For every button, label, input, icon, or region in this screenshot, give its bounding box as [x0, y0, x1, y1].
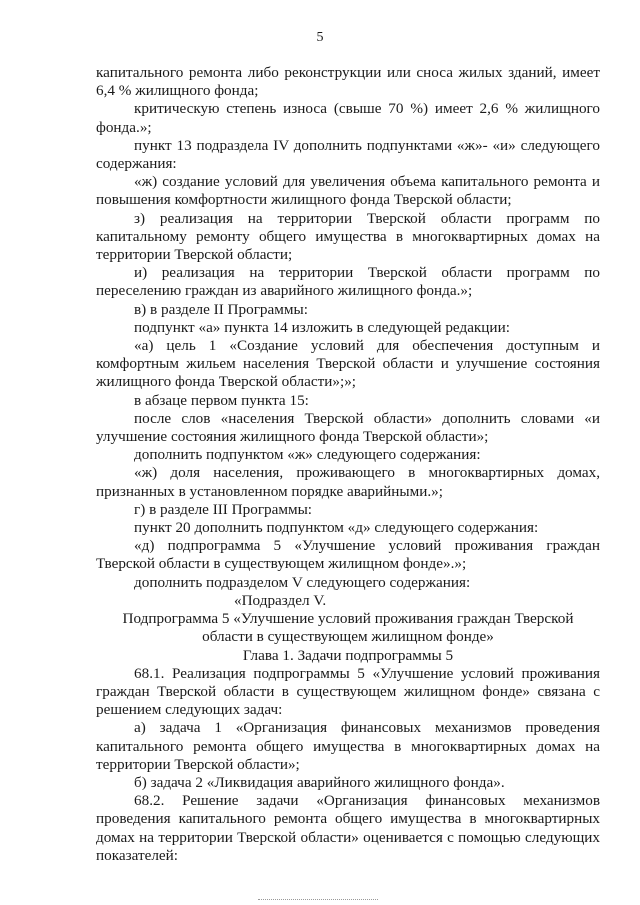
paragraph: в) в разделе II Программы: [134, 300, 308, 318]
paragraph: «а) цель 1 «Создание условий для обеспечения доступным и комфортным жильем населения Тверской области и улучшение состояния жилищного фонда Тверской области»;»; [96, 337, 600, 391]
paragraph: «д) подпрограмма 5 «Улучшение условий проживания граждан Тверской области в существующем жилищном фонде».»; [96, 537, 600, 573]
paragraph: а) задача 1 «Организация финансовых механизмов проведения капитального ремонта общего имущества в многоквартирных домах на территории Тверской области»; [96, 719, 600, 773]
chapter-heading: Глава 1. Задачи подпрограммы 5 [242, 646, 454, 664]
paragraph: 68.2. Решение задачи «Организация финансовых механизмов проведения капитального ремонта общего имущества в многоквартирных домах на территории Тверской области» оценивается с помощью следующих показателей: [96, 792, 600, 864]
scan-artifact [258, 899, 378, 903]
subsection-heading: «Подраздел V. [234, 591, 327, 609]
document-body [96, 64, 600, 865]
paragraph: з) реализация на территории Тверской области программ по капитальному ремонту общего имущества в многоквартирных домах на территории Тверской области; [96, 209, 600, 264]
paragraph: в абзаце первом пункта 15: [134, 391, 309, 409]
paragraph: г) в разделе III Программы: [134, 500, 313, 518]
paragraph: дополнить подразделом V следующего содержания: [134, 573, 471, 591]
paragraph: «ж) создание условий для увеличения объема капитального ремонта и повышения комфортности жилищного фонда Тверской области; [96, 173, 600, 209]
paragraph: пункт 13 подраздела IV дополнить подпунктами «ж»- «и» следующего содержания: [96, 136, 600, 173]
page-number: 5 [316, 30, 324, 45]
paragraph: дополнить подпунктом «ж» следующего содержания: [134, 446, 481, 464]
paragraph: подпункт «а» пункта 14 изложить в следующей редакции: [134, 318, 510, 336]
paragraph: «ж) доля населения, проживающего в многоквартирных домах, признанных в установленном порядке аварийными.»; [96, 464, 600, 500]
paragraph: критическую степень износа (свыше 70 %) имеет 2,6 % жилищного фонда.»; [96, 100, 600, 136]
paragraph: 68.1. Реализация подпрограммы 5 «Улучшение условий проживания граждан Тверской области в существующем жилищном фонде» связана с решением следующих задач: [96, 664, 600, 719]
paragraph: пункт 20 дополнить подпунктом «д» следующего содержания: [134, 519, 539, 537]
paragraph: и) реализация на территории Тверской области программ по переселению граждан из аварийного жилищного фонда.»; [96, 264, 600, 300]
paragraph: капитального ремонта либо реконструкции или сноса жилых зданий, имеет 6,4 % жилищного фонда; [96, 64, 600, 100]
paragraph: б) задача 2 «Ликвидация аварийного жилищного фонда». [134, 773, 505, 791]
subprogram-heading: Подпрограмма 5 «Улучшение условий проживания граждан Тверской области в существующем жилищном фонде» [122, 610, 574, 646]
paragraph: после слов «населения Тверской области» дополнить словами «и улучшение состояния жилищного фонда Тверской области»; [96, 409, 600, 446]
